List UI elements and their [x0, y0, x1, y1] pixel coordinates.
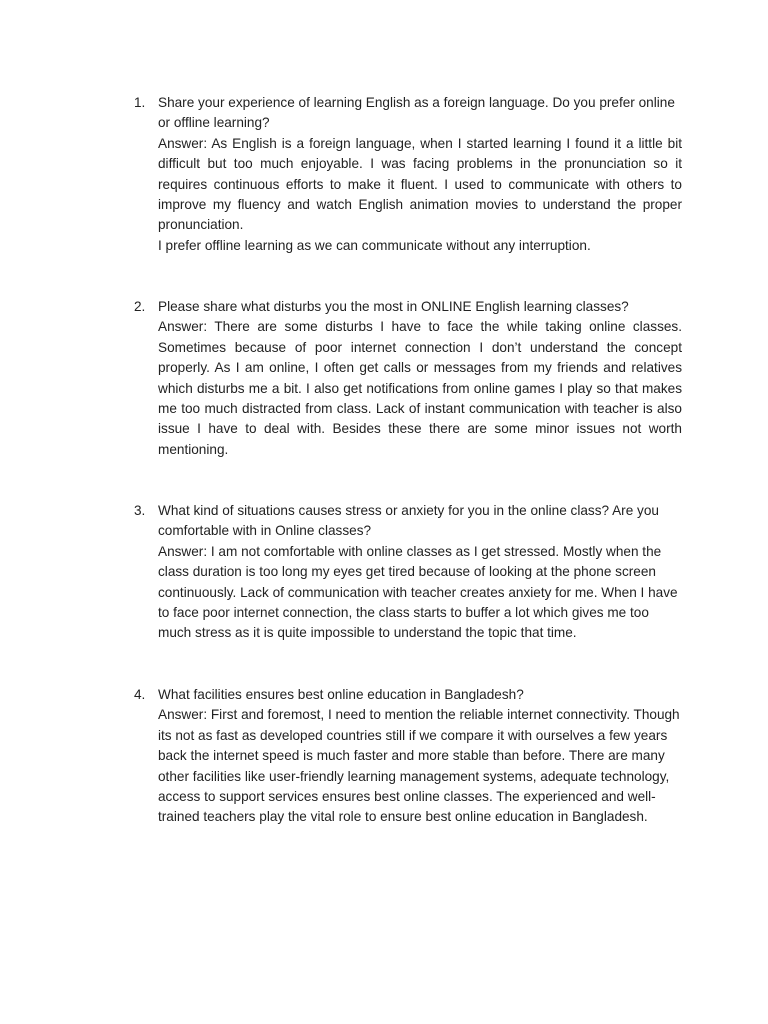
question-item-2 — [134, 297, 682, 460]
answer-extra-text: I prefer offline learning as we can communicate without any interruption. — [158, 237, 591, 253]
question-body — [158, 501, 682, 644]
question-text: What kind of situations causes stress or anxiety for you in the online class? Are you comfortable with in Online classes? — [158, 503, 659, 539]
question-number: 2. — [134, 299, 146, 314]
question-item-3 — [134, 501, 682, 644]
question-body — [158, 685, 682, 828]
answer-text: Answer: There are some disturbs I have to face the while taking online classes. Sometimes because of poor internet connection I don’t understand the concept properly. As I am online, I often get calls or messages from my friends and relatives which disturbs me a bit. I also get notifications from online games I play so that makes me too much distracted from class. Lack of instant communication with teacher is also issue I have to deal with. Besides these there are some minor issues not worth mentioning. — [158, 319, 682, 457]
question-body — [158, 93, 682, 256]
question-text: Share your experience of learning English as a foreign language. Do you prefer online or offline learning? — [158, 95, 675, 131]
question-number: 1. — [134, 95, 146, 110]
question-text: What facilities ensures best online education in Bangladesh? — [158, 687, 524, 702]
question-text: Please share what disturbs you the most in ONLINE English learning classes? — [158, 299, 629, 314]
question-number: 3. — [134, 503, 146, 518]
question-item-4 — [134, 685, 682, 828]
answer-text: Answer: I am not comfortable with online classes as I get stressed. Mostly when the class duration is too long my eyes get tired because of looking at the phone screen continuously. Lack of communication with teacher creates anxiety for me. When I have to face poor internet connection, the class starts to buffer a lot which gives me too much stress as it is quite impossible to understand the topic that time. — [158, 543, 678, 641]
answer-text: Answer: As English is a foreign language, when I started learning I found it a little bit difficult but too much enjoyable. I was facing problems in the pronunciation so it requires continuous efforts to make it fluent. I used to communicate with others to improve my fluency and watch English animation movies to understand the proper pronunciation. — [158, 135, 682, 233]
answer-text: Answer: First and foremost, I need to mention the reliable internet connectivity. Though its not as fast as developed countries still if we compare it with ourselves a few years back the internet speed is much faster and more stable than before. There are many other facilities like user-friendly learning management systems, adequate technology, access to support services ensures best online classes. The experienced and well-trained teachers play the vital role to ensure best online education in Bangladesh. — [158, 707, 680, 825]
question-item-1 — [134, 93, 682, 256]
question-body — [158, 297, 682, 460]
question-number: 4. — [134, 687, 146, 702]
